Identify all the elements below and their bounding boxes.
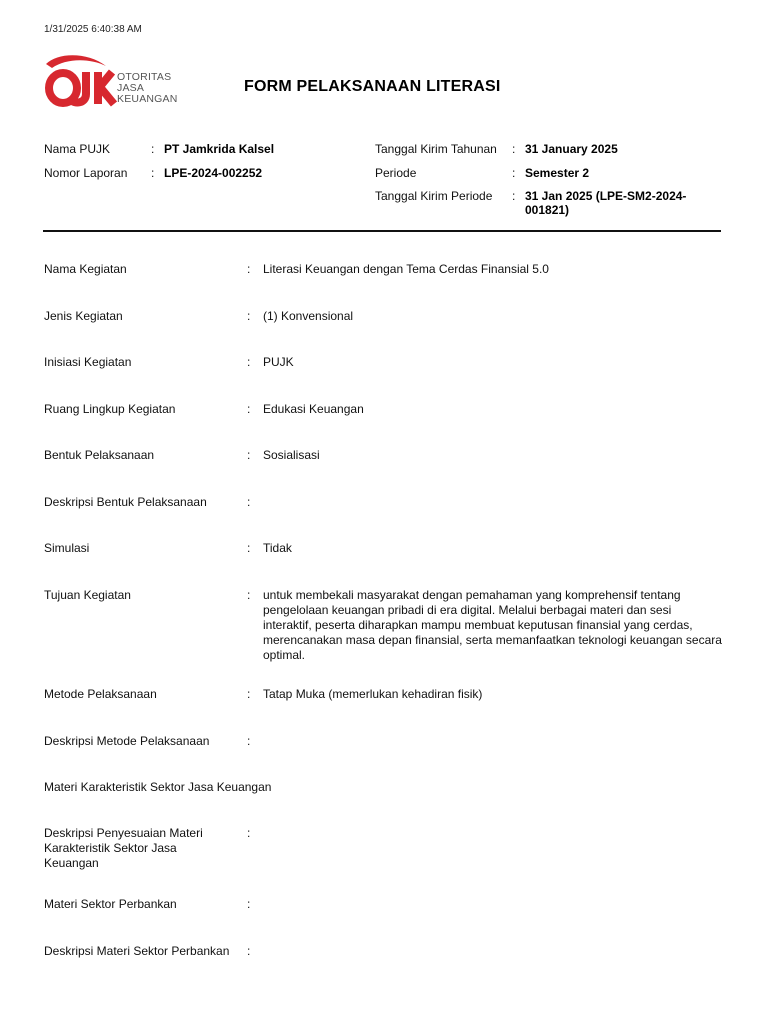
row-colon: :: [247, 541, 251, 555]
row-colon: :: [247, 588, 251, 602]
row-label: Inisiasi Kegiatan: [44, 355, 132, 369]
header-value: 31 Jan 2025 (LPE-SM2-2024-001821): [525, 189, 687, 217]
row-label: Nama Kegiatan: [44, 262, 127, 276]
row-label: Materi Sektor Perbankan: [44, 897, 177, 911]
logo-letter-o: [49, 73, 77, 103]
row-label: Deskripsi Bentuk Pelaksanaan: [44, 495, 207, 509]
row-value: Tidak: [263, 541, 292, 555]
print-timestamp: 1/31/2025 6:40:38 AM: [44, 24, 142, 35]
row-label: Jenis Kegiatan: [44, 309, 123, 323]
row-colon: :: [247, 262, 251, 276]
form-title: FORM PELAKSANAAN LITERASI: [244, 78, 501, 95]
row-colon: :: [247, 734, 251, 748]
row-label: Ruang Lingkup Kegiatan: [44, 402, 176, 416]
row-colon: :: [247, 826, 251, 840]
row-value: Sosialisasi: [263, 448, 320, 462]
header-value: PT Jamkrida Kalsel: [164, 142, 275, 156]
row-label: Deskripsi Materi Sektor Perbankan: [44, 944, 230, 958]
row-colon: :: [247, 355, 251, 369]
header-label: Nama PUJK: [44, 142, 111, 156]
header-colon: :: [512, 142, 516, 156]
header-label: Tanggal Kirim Periode: [375, 189, 493, 203]
row-colon: :: [247, 944, 251, 958]
row-label: Deskripsi Metode Pelaksanaan: [44, 734, 210, 748]
header-colon: :: [512, 166, 516, 180]
header-divider: [43, 230, 721, 232]
row-value: PUJK: [263, 355, 294, 369]
logo-wordmark: [117, 72, 178, 105]
row-label: Bentuk Pelaksanaan: [44, 448, 155, 462]
header-label: Tanggal Kirim Tahunan: [375, 142, 497, 156]
logo-swoosh: [46, 55, 106, 68]
row-colon: :: [247, 495, 251, 509]
row-value: untuk membekali masyarakat dengan pemahaman yang komprehensif tentang pengelolaan keuangan pribadi di era digital. Melalui berbagai materi dan sesi interaktif, peserta diharapkan mampu membuat keputusan finansial yang cerdas, merencanakan masa depan finansial, serta memanfaatkan teknologi keuangan secara optimal.: [263, 588, 722, 662]
header-colon: :: [151, 166, 155, 180]
row-value: Literasi Keuangan dengan Tema Cerdas Finansial 5.0: [263, 262, 549, 276]
row-colon: :: [247, 309, 251, 323]
row-label: Metode Pelaksanaan: [44, 687, 157, 701]
row-value: Tatap Muka (memerlukan kehadiran fisik): [263, 687, 483, 701]
header-value: 31 January 2025: [525, 142, 618, 156]
row-label: Tujuan Kegiatan: [44, 588, 131, 602]
row-label: Deskripsi Penyesuaian Materi Karakteristik Sektor Jasa Keuangan: [44, 826, 203, 870]
logo-line-2: JASA: [117, 82, 145, 94]
logo-line-1: OTORITAS: [117, 71, 172, 83]
row-colon: :: [247, 897, 251, 911]
logo-letter-k: [98, 72, 114, 104]
header-label: Periode: [375, 166, 417, 180]
row-value: Edukasi Keuangan: [263, 402, 364, 416]
row-colon: :: [247, 402, 251, 416]
header-label: Nomor Laporan: [44, 166, 128, 180]
row-label: Simulasi: [44, 541, 90, 555]
row-colon: :: [247, 448, 251, 462]
header-value: LPE-2024-002252: [164, 166, 263, 180]
row-colon: :: [247, 687, 251, 701]
header-colon: :: [151, 142, 155, 156]
header-colon: :: [512, 189, 516, 203]
row-value: (1) Konvensional: [263, 309, 354, 323]
logo-line-3: KEUANGAN: [117, 93, 178, 105]
row-label: Materi Karakteristik Sektor Jasa Keuangan: [44, 780, 272, 794]
header-value: Semester 2: [525, 166, 590, 180]
